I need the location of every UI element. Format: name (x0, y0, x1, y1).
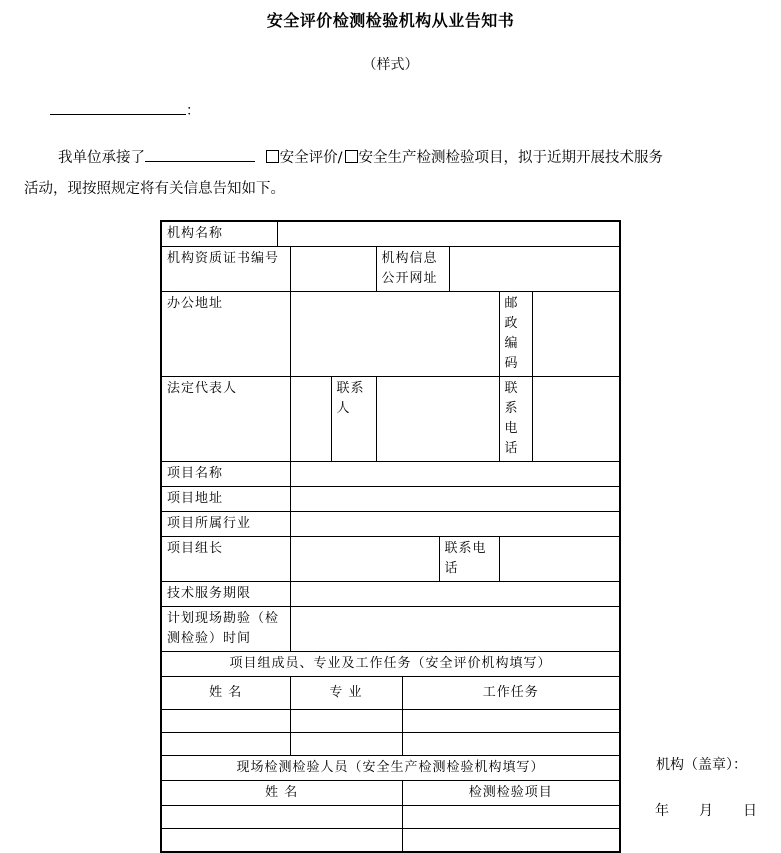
field-contact[interactable] (376, 377, 499, 462)
label-leader-phone: 联系电话 (439, 537, 499, 582)
header-inspector-name: 姓 名 (161, 781, 402, 806)
header-member-major: 专 业 (290, 677, 402, 710)
label-survey-time: 计划现场勘验（检测检验）时间 (161, 607, 290, 652)
date-day-label: 日 (743, 803, 757, 819)
inspector-items-cell[interactable] (402, 829, 620, 852)
field-industry[interactable] (290, 512, 620, 537)
field-leader-phone[interactable] (499, 537, 620, 582)
intro-text-1: 我单位承接了 (58, 150, 145, 166)
org-seal-label: 机构（盖章）： (656, 757, 747, 773)
checkbox-safety-evaluation[interactable] (266, 150, 279, 163)
header-inspector-items: 检测检验项目 (402, 781, 620, 806)
inspectors-section-header: 现场检测检验人员（安全生产检测检验机构填写） (161, 756, 620, 781)
member-name-cell[interactable] (161, 733, 290, 756)
document-title: 安全评价检测检验机构从业告知书 (266, 11, 515, 30)
field-org-name[interactable] (277, 221, 620, 247)
field-period[interactable] (290, 582, 620, 607)
project-blank[interactable] (145, 147, 255, 162)
inspector-items-cell[interactable] (402, 806, 620, 829)
field-leader[interactable] (290, 537, 439, 582)
header-member-name: 姓 名 (161, 677, 290, 710)
label-org-name: 机构名称 (161, 221, 277, 247)
date-line (655, 800, 757, 820)
addressee-colon: ： (186, 103, 200, 119)
field-postcode[interactable] (532, 292, 620, 377)
label-info-site: 机构信息公开网址 (376, 247, 449, 292)
addressee-blank[interactable] (50, 100, 186, 115)
option-safety-evaluation: 安全评价/ (279, 150, 343, 166)
member-major-cell[interactable] (290, 733, 402, 756)
label-period: 技术服务期限 (161, 582, 290, 607)
inspector-name-cell[interactable] (161, 829, 402, 852)
label-office-addr: 办公地址 (161, 292, 290, 377)
label-legal-rep: 法定代表人 (161, 377, 290, 462)
label-project-addr: 项目地址 (161, 487, 290, 512)
date-year-label: 年 (655, 803, 669, 819)
field-office-addr[interactable] (290, 292, 499, 377)
addressee-line (50, 100, 200, 120)
field-info-site[interactable] (449, 247, 620, 292)
option-safety-inspection: 安全生产检测检验项目，拟于近期开展技术服务 (358, 150, 663, 166)
notification-form-table (160, 220, 621, 853)
member-name-cell[interactable] (161, 710, 290, 733)
label-leader: 项目组长 (161, 537, 290, 582)
label-industry: 项目所属行业 (161, 512, 290, 537)
intro-paragraph-line2: 活动，现按照规定将有关信息告知如下。 (24, 181, 285, 197)
field-project-addr[interactable] (290, 487, 620, 512)
members-section-header: 项目组成员、专业及工作任务（安全评价机构填写） (161, 652, 620, 677)
document-subtitle: （样式） (362, 57, 419, 73)
label-phone: 联系电话 (499, 377, 532, 462)
label-postcode: 邮政编码 (499, 292, 532, 377)
checkbox-safety-inspection[interactable] (345, 150, 358, 163)
field-phone[interactable] (532, 377, 620, 462)
field-cert-no[interactable] (290, 247, 376, 292)
header-member-task: 工作任务 (402, 677, 620, 710)
field-survey-time[interactable] (290, 607, 620, 652)
inspector-name-cell[interactable] (161, 806, 402, 829)
member-task-cell[interactable] (402, 710, 620, 733)
label-contact: 联系人 (331, 377, 376, 462)
field-project-name[interactable] (290, 462, 620, 487)
field-legal-rep[interactable] (290, 377, 331, 462)
label-project-name: 项目名称 (161, 462, 290, 487)
label-cert-no: 机构资质证书编号 (161, 247, 290, 292)
date-month-label: 月 (699, 803, 713, 819)
member-task-cell[interactable] (402, 733, 620, 756)
member-major-cell[interactable] (290, 710, 402, 733)
intro-paragraph-line1 (58, 146, 663, 167)
